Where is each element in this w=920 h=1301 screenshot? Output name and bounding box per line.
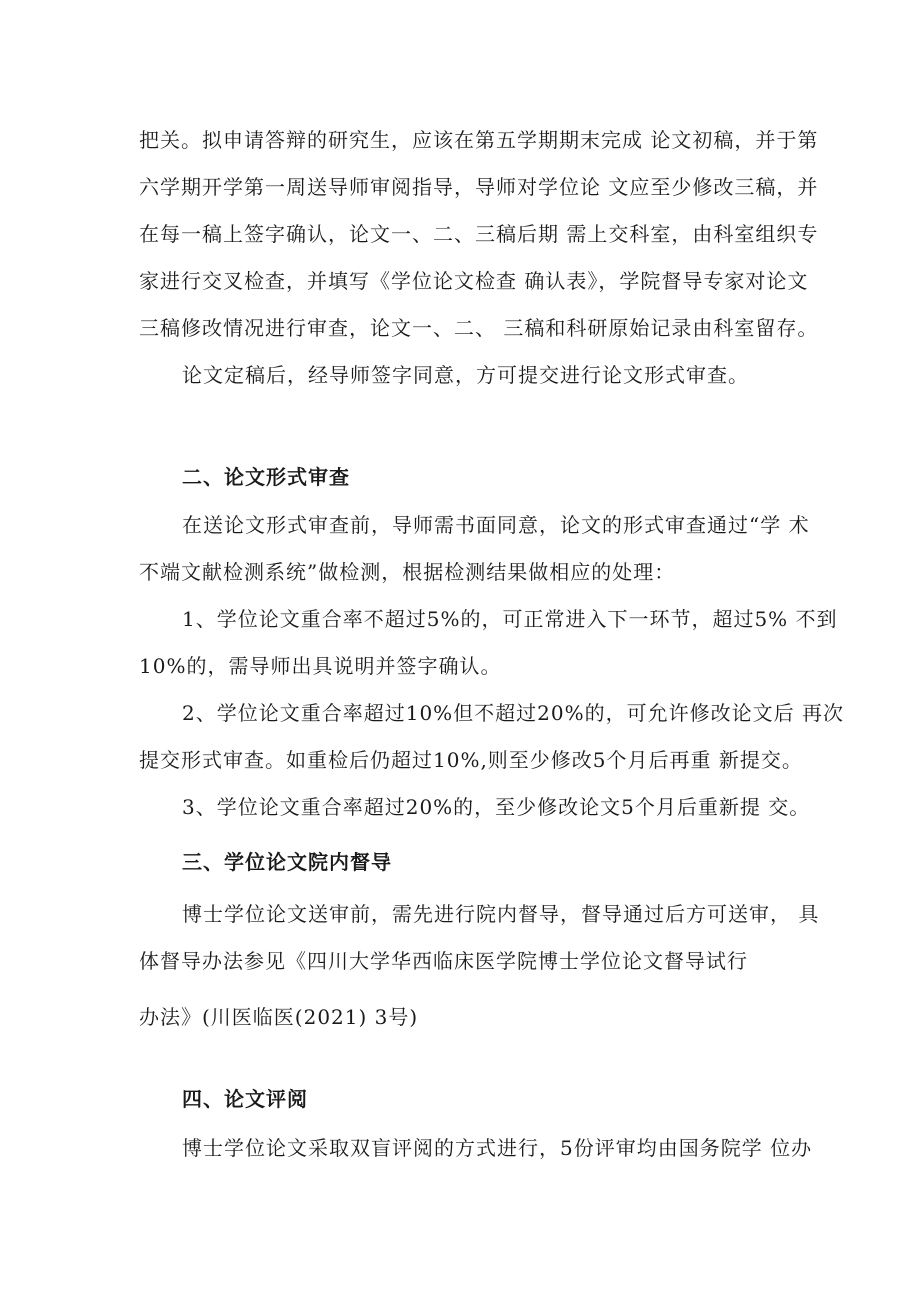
section-heading: 三、学位论文院内督导 xyxy=(182,850,392,874)
text-line: 3、学位论文重合率超过20%的，至少修改论文5个月后重新提 交。 xyxy=(182,795,811,819)
text-line: 把关。拟申请答辩的研究生，应该在第五学期期末完成 论文初稿，并于第 xyxy=(139,128,819,152)
text-line: 1、学位论文重合率不超过5%的，可正常进入下一环节，超过5% 不到 xyxy=(182,607,838,631)
text-line: 三稿修改情况进行审查，论文一、二、 三稿和科研原始记录由科室留存。 xyxy=(139,316,819,340)
text-line: 六学期开学第一周送导师审阅指导，导师对学位论 文应至少修改三稿，并 xyxy=(139,175,819,199)
text-line: 10%的，需导师出具说明并签字确认。 xyxy=(139,654,502,678)
text-line: 提交形式审查。如重检后仍超过10%,则至少修改5个月后再重 新提交。 xyxy=(139,748,803,772)
text-line: 办法》(川医临医(2021) 3号) xyxy=(139,1005,419,1029)
text-line: 家进行交叉检查，并填写《学位论文检查 确认表》，学院督导专家对论文 xyxy=(139,269,809,293)
text-line: 论文定稿后，经导师签字同意，方可提交进行论文形式审查。 xyxy=(182,363,749,387)
text-line: 博士学位论文采取双盲评阅的方式进行，5份评审均由国务院学 位办 xyxy=(182,1136,813,1160)
text-line: 在每一稿上签字确认，论文一、二、三稿后期 需上交科室，由科室组织专 xyxy=(139,222,819,246)
text-line: 体督导办法参见《四川大学华西临床医学院博士学位论文督导试行 xyxy=(139,949,748,973)
text-line: 2、学位论文重合率超过10%但不超过20%的，可允许修改论文后 再次 xyxy=(182,701,844,725)
section-heading: 四、论文评阅 xyxy=(182,1087,308,1111)
text-line: 不端文献检测系统”做检测，根据检测结果做相应的处理： xyxy=(139,560,676,584)
text-line: 在送论文形式审查前，导师需书面同意，论文的形式审查通过“学 术 xyxy=(182,513,810,537)
section-heading: 二、论文形式审查 xyxy=(182,465,350,489)
text-line: 博士学位论文送审前，需先进行院内督导，督导通过后方可送审， 具 xyxy=(182,902,820,926)
